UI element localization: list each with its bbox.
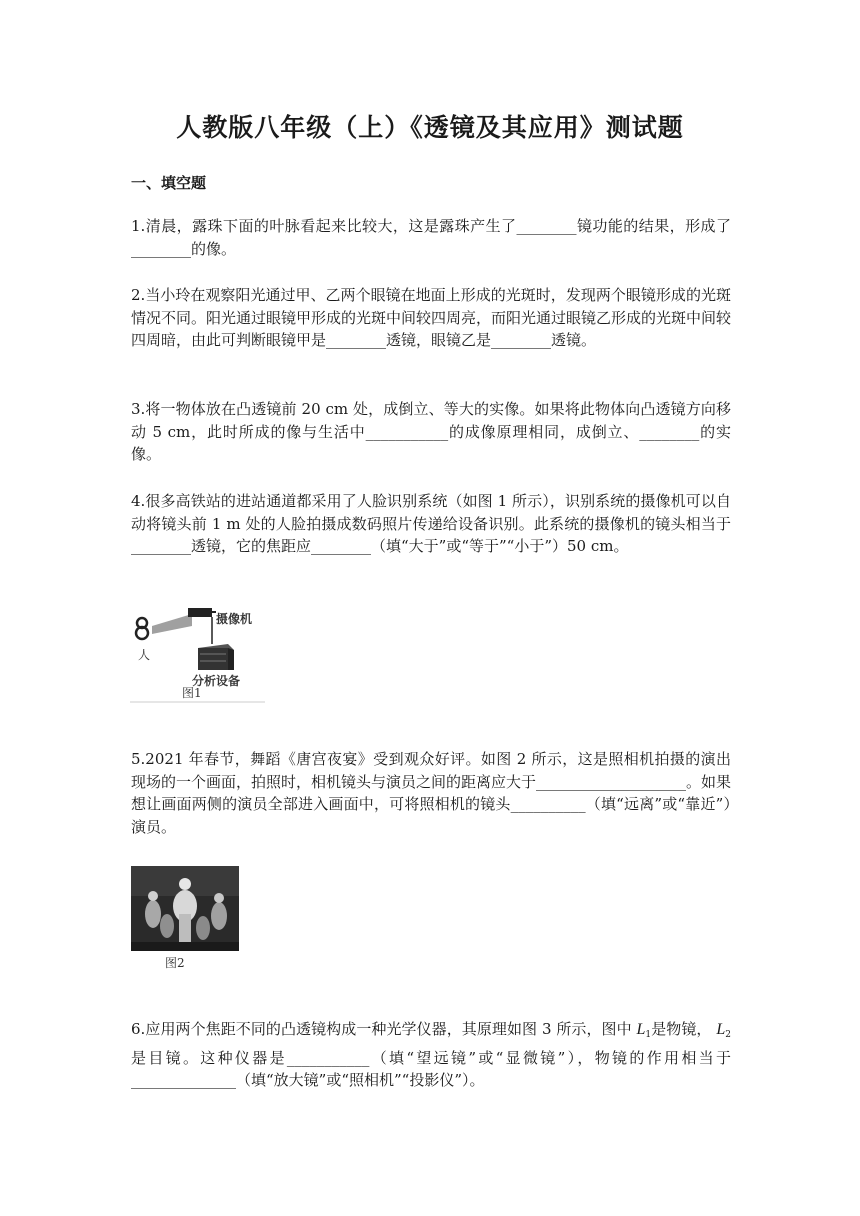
lens-l1-subscript: 1 [645,1030,652,1040]
question-5: 5.2021 年春节，舞蹈《唐宫夜宴》受到观众好评。如图 2 所示，这是照相机拍摄的演出现场的一个画面，拍照时，相机镜头与演员之间的距离应大于____________________。如果想让画面两侧的演员全部进入画面中，可将照相机的镜头__________（填“远离”或“靠近”）演员。 [131,750,732,836]
question-6-part2: 是物镜， [651,1020,712,1038]
question-6-part3: 是目镜。这种仪器是___________（填“望远镜”或“显微镜”），物镜的作用相当于______________（填“放大镜”或“照相机”“投影仪”）。 [131,1048,731,1090]
lens-l2-symbol: L [716,1021,726,1038]
section-heading: 一、填空题 [131,174,207,192]
lens-l2-subscript: 2 [725,1030,731,1040]
question-6 [131,1018,731,1092]
question-6-part1: 6.应用两个焦距不同的凸透镜构成一种光学仪器，其原理如图 3 所示，图中 [131,1020,632,1038]
dance-stage-photo [131,866,239,951]
figure-1-label-camera: 摄像机 [216,612,253,626]
page-title: 人教版八年级（上）《透镜及其应用》测试题 [176,113,684,142]
figure-2-caption: 图2 [165,956,185,970]
figure-1-label-device: 分析设备 [192,674,241,688]
figure-1-label-person: 人 [138,648,151,662]
figure-1 [130,604,265,704]
question-4: 4.很多高铁站的进站通道都采用了人脸识别系统（如图 1 所示），识别系统的摄像机可以自动将镜头前 1 m 处的人脸拍摄成数码照片传递给设备识别。此系统的摄像机的镜头相当于________透镜，它的焦距应________（填“大于”或“等于”“小于”）50 cm。 [131,492,731,556]
lens-l1-symbol: L [636,1021,646,1038]
question-3: 3.将一物体放在凸透镜前 20 cm 处，成倒立、等大的实像。如果将此物体向凸透镜方向移动 5 cm，此时所成的像与生活中___________的成像原理相同，成倒立、________的实像。 [131,400,731,464]
question-1: 1.清晨，露珠下面的叶脉看起来比较大，这是露珠产生了________镜功能的结果，形成了________的像。 [131,217,731,258]
figure-1-caption: 图1 [182,686,202,700]
question-2: 2.当小玲在观察阳光通过甲、乙两个眼镜在地面上形成的光斑时，发现两个眼镜形成的光斑情况不同。阳光通过眼镜甲形成的光斑中间较四周亮，而阳光通过眼镜乙形成的光斑中间较四周暗，由此可判断眼镜甲是________透镜，眼镜乙是________透镜。 [131,286,732,350]
figure-2 [131,866,239,976]
